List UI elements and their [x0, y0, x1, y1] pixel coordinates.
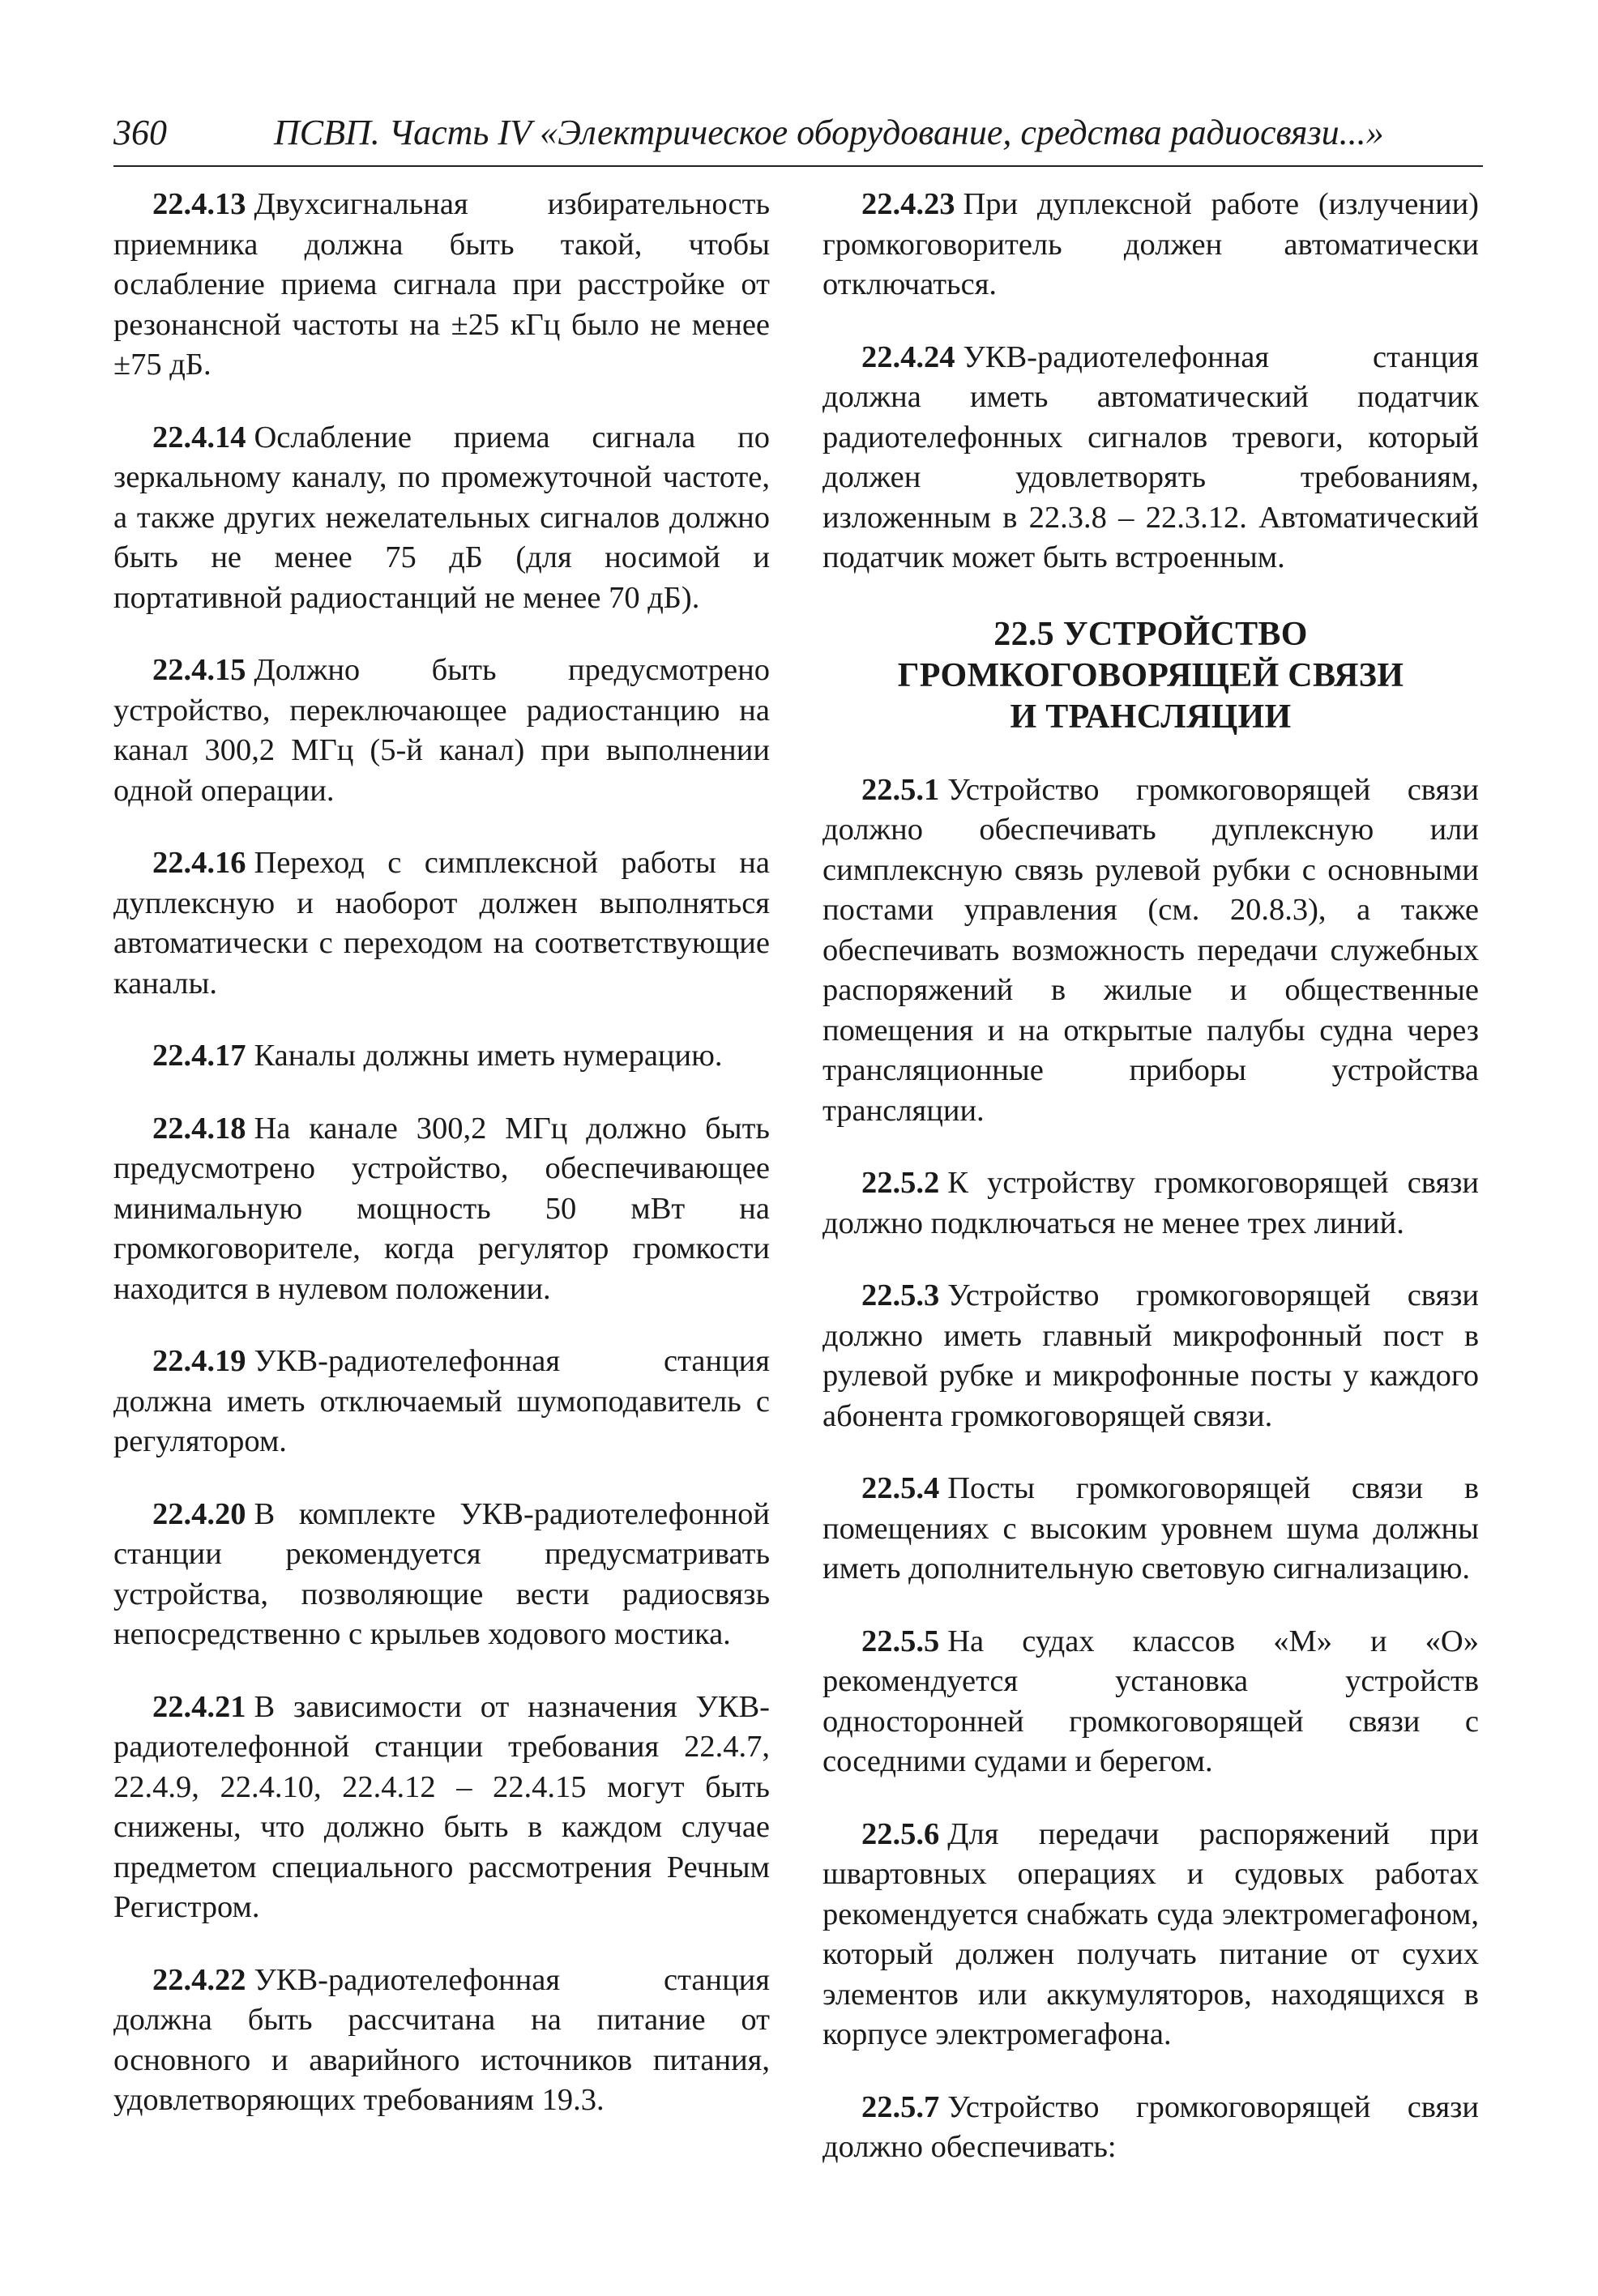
clause-number: 22.5.5 [861, 1624, 940, 1658]
clause [113, 185, 770, 386]
clause-text: На канале 300,2 МГц должно быть предусмотрено устройство, обеспечивающее минимальную мощность 50 мВт на громкоговорителе, когда регулятор громкости находится в нулевом положении. [113, 1111, 770, 1306]
clause [822, 185, 1479, 305]
section-title [822, 614, 1479, 738]
clause-number: 22.4.23 [861, 187, 955, 221]
clause-number: 22.5.7 [861, 2089, 940, 2124]
clause-text: Устройство громкоговорящей связи должно обеспечивать: [822, 2089, 1479, 2164]
clause-number: 22.4.18 [152, 1111, 246, 1146]
clause-text: В комплекте УКВ-радиотелефонной станции рекомендуется предусматривать устройства, позволяющие вести радиосвязь непосредственно с крыльев ходового мостика. [113, 1496, 770, 1651]
page-number: 360 [113, 113, 167, 152]
clause-number: 22.5.3 [861, 1278, 940, 1312]
clause-text: Посты громкоговорящей связи в помещениях с высоким уровнем шума должны иметь дополнительную световую сигнализацию. [822, 1471, 1479, 1585]
clause-number: 22.5.6 [861, 1816, 940, 1851]
clause [113, 843, 770, 1004]
clause-number: 22.5.4 [861, 1471, 940, 1505]
clause-number: 22.4.14 [152, 420, 246, 455]
clause-text: Ослабление приема сигнала по зеркальному каналу, по промежуточной частоте, а также других нежелательных сигналов должно быть не менее 75 дБ (для носимой и портативной радиостанций не менее 70 дБ). [113, 420, 770, 615]
clause-text: Двухсигнальная избирательность приемника должна быть такой, чтобы ослабление приема сигнала при расстройке от резонансной частоты на ±25 кГц было не менее ±75 дБ. [113, 187, 770, 382]
clause [822, 2088, 1479, 2168]
clause [113, 651, 770, 811]
clause-number: 22.5.2 [861, 1166, 940, 1200]
clause [113, 1342, 770, 1462]
clause-number: 22.5.1 [861, 772, 940, 807]
clause-text: УКВ-радиотелефонная станция должна иметь отключаемый шумоподавитель с регулятором. [113, 1344, 770, 1458]
clause [822, 338, 1479, 578]
clause-text: Для передачи распоряжений при швартовных операциях и судовых работах рекомендуется снабжать суда электромегафоном, который должен получать питание от сухих элементов или аккумуляторов, находящихся в корпусе электромегафона. [822, 1816, 1479, 2051]
clause [113, 1688, 770, 1928]
clause [113, 1109, 770, 1310]
page-header [113, 104, 1483, 167]
clause-number: 22.4.13 [152, 187, 246, 221]
clause-text: Устройство громкоговорящей связи должно иметь главный микрофонный пост в рулевой рубке и микрофонные посты у каждого абонента громкоговорящей связи. [822, 1278, 1479, 1433]
clause [822, 1622, 1479, 1782]
clause-number: 22.4.22 [152, 1962, 246, 1997]
clause-text: На судах классов «М» и «О» рекомендуется установка устройств односторонней громкоговорящей связи с соседними судами и берегом. [822, 1624, 1479, 1778]
clause-number: 22.4.19 [152, 1344, 246, 1378]
clause-number: 22.4.15 [152, 653, 246, 687]
clause [113, 1961, 770, 2121]
clause-number: 22.4.20 [152, 1496, 246, 1531]
clause [822, 1815, 1479, 2055]
running-title: ПСВП. Часть IV «Электрическое оборудование, средства радиосвязи...» [274, 113, 1384, 152]
section-title-line: 22.5 УСТРОЙСТВО [993, 615, 1308, 653]
clause [822, 1276, 1479, 1436]
section-title-line: И ТРАНСЛЯЦИИ [1010, 698, 1292, 736]
clause-text: УКВ-радиотелефонная станция должна иметь автоматический податчик радиотелефонных сигналов тревоги, который должен удовлетворять требованиям, изложенным в 22.3.8 – 22.3.12. Автоматический податчик может быть встроенным. [822, 339, 1479, 574]
section-title-line: ГРОМКОГОВОРЯЩЕЙ СВЯЗИ [897, 656, 1404, 694]
clause-text: К устройству громкоговорящей связи должно подключаться не менее трех линий. [822, 1166, 1479, 1240]
clause-text: В зависимости от назначения УКВ-радиотелефонной станции требования 22.4.7, 22.4.9, 22.4.10, 22.4.12 – 22.4.15 могут быть снижены, что должно быть в каждом случае предметом специального рассмотрения Речным Регистром. [113, 1689, 770, 1924]
clause-text: Устройство громкоговорящей связи должно обеспечивать дуплексную или симплексную связь рулевой рубки с основными постами управления (см. 20.8.3), а также обеспечивать возможность передачи служебных распоряжений в жилые и общественные помещения и на открытые палубы судна через трансляционные приборы устройства трансляции. [822, 772, 1479, 1128]
clause [113, 1495, 770, 1655]
clause [822, 1469, 1479, 1590]
clause-number: 22.4.16 [152, 846, 246, 880]
clause [822, 1163, 1479, 1244]
clause-text: При дуплексной работе (излучении) громкоговоритель должен автоматически отключаться. [822, 187, 1479, 301]
clause-number: 22.4.24 [861, 339, 955, 374]
clause-number: 22.4.17 [152, 1039, 246, 1073]
clause-text: Каналы должны иметь нумерацию. [254, 1039, 723, 1073]
left-column [113, 185, 770, 2153]
clause-text: Переход с симплексной работы на дуплексную и наоборот должен выполняться автоматически с переходом на соответствующие каналы. [113, 846, 770, 1001]
clause-text: УКВ-радиотелефонная станция должна быть рассчитана на питание от основного и аварийного источников питания, удовлетворяющих требованиям 19.3. [113, 1962, 770, 2117]
clause-text: Должно быть предусмотрено устройство, переключающее радиостанцию на канал 300,2 МГц (5-й канал) при выполнении одной операции. [113, 653, 770, 808]
clause [822, 770, 1479, 1132]
right-column [822, 185, 1479, 2200]
clause-number: 22.4.21 [152, 1689, 246, 1724]
clause [113, 418, 770, 619]
clause [113, 1036, 770, 1077]
